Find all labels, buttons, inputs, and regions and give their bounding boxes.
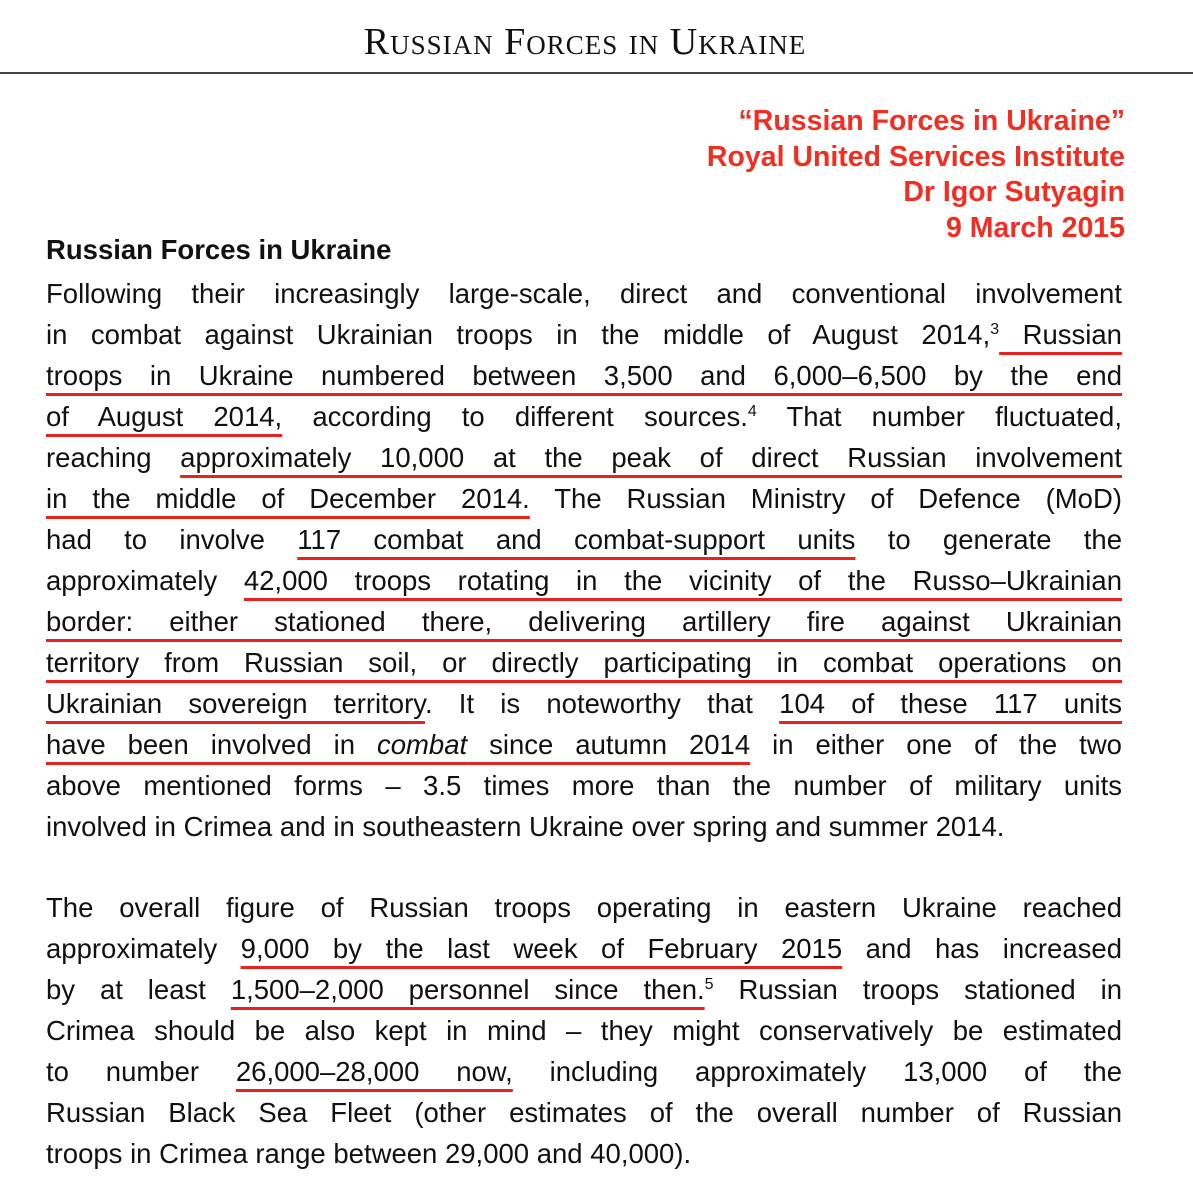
- text-line: approximately 9,000 by the last week of February 2015 and has increased: [46, 933, 1122, 964]
- highlighted-text: since autumn 2014: [467, 729, 751, 760]
- paragraph-2: [46, 887, 1122, 1174]
- text-line: had to involve 117 combat and combat-support units to generate the: [46, 524, 1122, 555]
- text-line: approximately 42,000 troops rotating in the vicinity of the Russo–Ukrainian: [46, 565, 1122, 596]
- text-line: to number 26,000–28,000 now, including approximately 13,000 of the: [46, 1056, 1122, 1087]
- highlighted-text: have been involved in: [46, 729, 377, 760]
- text-line: troops in Crimea range between 29,000 and 40,000).: [46, 1138, 692, 1169]
- text-line: [46, 601, 1122, 642]
- text-line: [46, 642, 1122, 683]
- text-line: by at least 1,500–2,000 personnel since then.$^5$ Russian troops stationed in: [46, 974, 1122, 1005]
- text-line: of August 2014, according to different sources.$^4$ That number fluctuated,: [46, 401, 1122, 432]
- highlighted-text: of August 2014,: [46, 401, 283, 432]
- highlighted-text: Russian: [999, 319, 1122, 350]
- highlighted-text: 117 combat and combat-support units: [297, 524, 856, 555]
- running-head: Russian Forces in Ukraine: [363, 21, 807, 63]
- highlighted-text: troops in Ukraine numbered between 3,500 and 6,000–6,500 by the end: [46, 360, 1122, 391]
- text-line: [46, 355, 1122, 396]
- highlighted-text: 9,000 by the last week of February 2015: [240, 933, 843, 964]
- paragraph-1: [46, 273, 1122, 847]
- highlighted-text: 26,000–28,000 now,: [235, 1056, 513, 1087]
- citation-institute: Royal United Services Institute: [706, 140, 1125, 173]
- highlighted-text: territory from Russian soil, or directly participating in combat operations on: [46, 647, 1122, 678]
- text-line: above mentioned forms – 3.5 times more than the number of military units: [46, 770, 1122, 801]
- text-line: involved in Crimea and in southeastern Ukraine over spring and summer 2014.: [46, 811, 1005, 842]
- highlighted-text: in the middle of December 2014.: [46, 483, 530, 514]
- footnote-ref: 4: [747, 403, 757, 420]
- text-line: in the middle of December 2014. The Russian Ministry of Defence (MoD): [46, 483, 1122, 514]
- highlighted-text: 1,500–2,000 personnel since then.: [230, 974, 705, 1005]
- text-line: reaching approximately 10,000 at the peak of direct Russian involvement: [46, 442, 1122, 473]
- footnote-ref: 5: [704, 976, 714, 993]
- highlighted-text: combat: [376, 729, 468, 760]
- text-line: have been involved in combat since autumn 2014 in either one of the two: [46, 729, 1122, 760]
- citation-author: Dr Igor Sutyagin: [903, 176, 1125, 208]
- text-line: Ukrainian sovereign territory. It is noteworthy that 104 of these 117 units: [46, 688, 1122, 719]
- highlighted-text: approximately 10,000 at the peak of direct Russian involvement: [180, 442, 1122, 473]
- text-line: Crimea should be also kept in mind – they might conservatively be estimated: [46, 1015, 1122, 1046]
- text-line: The overall figure of Russian troops operating in eastern Ukraine reached: [46, 892, 1122, 923]
- footnote-ref: 3: [990, 321, 1000, 338]
- highlighted-text: Ukrainian sovereign territory: [46, 688, 425, 719]
- header-rule: [0, 72, 1193, 74]
- citation-date: 9 March 2015: [945, 211, 1125, 244]
- highlighted-text: 42,000 troops rotating in the vicinity of the Russo–Ukrainian: [243, 565, 1122, 596]
- highlighted-text: 104 of these 117 units: [779, 688, 1122, 719]
- highlighted-text: border: either stationed there, delivering artillery fire against Ukrainian: [46, 606, 1122, 637]
- citation-title: “Russian Forces in Ukraine”: [738, 105, 1125, 137]
- section-heading: Russian Forces in Ukraine: [46, 234, 392, 265]
- text-line: Following their increasingly large-scale, direct and conventional involvement: [46, 278, 1122, 309]
- text-line: Russian Black Sea Fleet (other estimates of the overall number of Russian: [46, 1097, 1122, 1128]
- text-line: in combat against Ukrainian troops in the middle of August 2014,$^3$ Russian: [46, 319, 1122, 350]
- citation-block: [707, 104, 1125, 246]
